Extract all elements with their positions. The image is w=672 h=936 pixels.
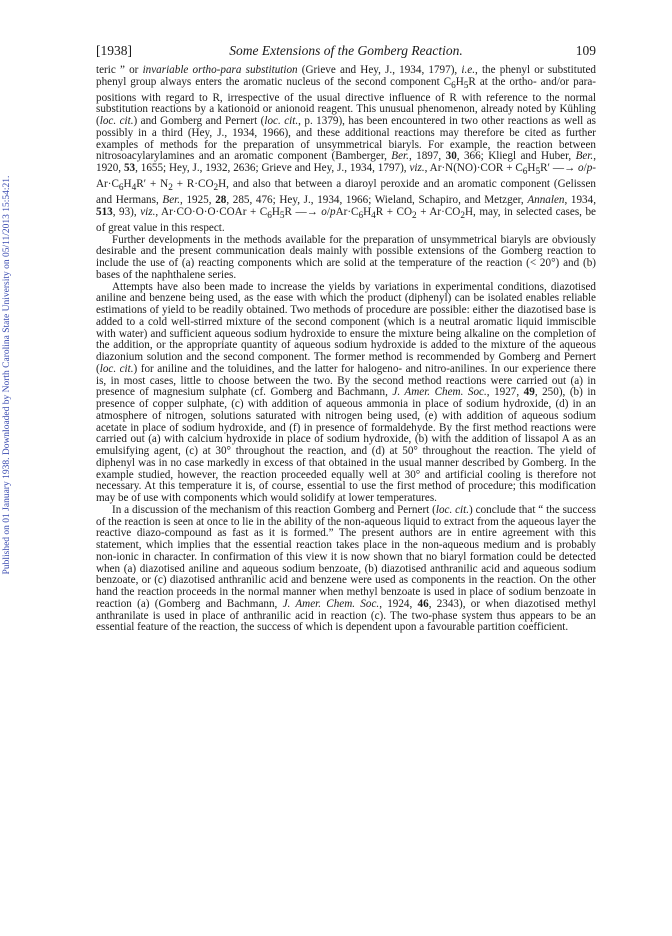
running-header — [96, 43, 596, 63]
header-year: [1938] — [96, 43, 132, 58]
paragraph-1: teric ” or invariable ortho-para substitution (Grieve and Hey, J., 1934, 1797), i.e., the phenyl or substituted phenyl group always enters the aromatic nucleus of the second component $C_6H_5R$ at the ortho- and/or para-positions with regard to R, irrespective of the usual directive influence of R with reference to the normal substitution reactions by a kationoid or anionoid reagent. This unusual phenomenon, already noted by Kühling (loc. cit.) and Gomberg and Pernert (loc. cit., p. 1379), has been encountered in two other reactions as well as possibly in a third (Hey, J., 1934, 1966), and these additional reactions may therefore be cited as further examples of methods for the preparation of unsymmetrical biaryls. For example, the reaction between nitrosoacylarylamines and an aromatic component (Bamberger, Ber., 1897, 30, 366; Kliegl and Huber, Ber., 1920, 53, 1655; Hey, J., 1932, 2636; Grieve and Hey, J., 1934, 1797), viz., $Ar\cdot N(NO)\cdot COR + C_6H_5R'$ —→ $o/p-Ar\cdot C_6H_4R' + N_2 + R\cdot CO_2H$, and also that between a diaroyl peroxide and an aromatic component (Gelissen and Hermans, Ber., 1925, 28, 285, 476; Hey, J., 1934, 1966; Wieland, Schapiro, and Metzger, Annalen, 1934, 513, 93), viz., Ar·CO·O·O·COAr + $C_6H_5R$ —→ $o/pAr\cdot C_6H_4R + CO_2 + Ar\cdot CO_2H$, may, in selected cases, be of great value in this respect. — [96, 64, 597, 234]
article-body — [96, 65, 596, 634]
download-watermark — [0, 125, 14, 625]
page-number: 109 — [575, 43, 596, 58]
paragraph-2: Further developments in the methods available for the preparation of unsymmetrical biaryls are obviously desirable and the present communication deals mainly with possible extensions of the Gomberg reaction to include the use of (a) reacting components which are solid at the temperature of the reaction (< 20°) and (b) bases of the naphthalene series. — [96, 233, 596, 281]
running-title: Some Extensions of the Gomberg Reaction. — [229, 43, 463, 58]
watermark-text: Published on 01 January 1938. Downloaded by North Carolina State University on 05/11/2013 15:54:21. — [2, 175, 12, 575]
paragraph-4: In a discussion of the mechanism of this reaction Gomberg and Pernert (loc. cit.) conclude that “ the success of the reaction is seen at once to lie in the ability of the non-aqueous liquid to extract from the aqueous layer the reactive diazo-compound as fast as it is formed.” The present authors are in entire agreement with this statement, which implies that the essential reaction takes place in the non-aqueous medium and is probably non-ionic in character. In confirmation of this view it is now shown that no biaryl formation could be detected when (a) diazotised aniline and aqueous sodium benzoate, (b) diazotised anthranilic acid and aqueous sodium benzoate, or (c) diazotised anthranilic acid and benzene were used as components in the reaction. On the other hand the reaction proceeds in the normal manner when methyl benzoate is used in place of sodium benzoate in reaction (a) (Gomberg and Bachmann, J. Amer. Chem. Soc., 1924, 46, 2343), or when diazotised methyl anthranilate is used in place of anthranilic acid in reaction (c). The two-phase system thus appears to be an essential feature of the reaction, the success of which is dependent upon a favourable partition coefficient. — [96, 503, 597, 634]
paragraph-3: Attempts have also been made to increase the yields by variations in experimental conditions, diazotised aniline and benzene being used, as the ease with which the product (diphenyl) can be isolated enables reliable estimations of yield to be readily obtained. Two methods of procedure are possible: either the diazotised base is added to a cold well-stirred mixture of the second component (which is a neutral aromatic liquid immiscible with water) and sufficient aqueous sodium hydroxide to ensure the mixture being alkaline on the completion of the addition, or the appropriate quantity of aqueous sodium hydroxide is added to the mixture of the aqueous diazonium solution and the second component. The former method is recommended by Gomberg and Pernert (loc. cit.) for aniline and the toluidines, and the latter for halogeno- and nitro-anilines. In our experience there is, in most cases, little to choose between the two. By the second method reactions were carried out (a) in presence of magnesium sulphate (cf. Gomberg and Bachmann, J. Amer. Chem. Soc., 1927, 49, 250), (b) in presence of copper sulphate, (c) with addition of aqueous ammonia in place of sodium hydroxide, (d) in an atmosphere of nitrogen, solutions saturated with nitrogen being used, (e) with addition of aqueous sodium acetate in place of sodium hydroxide, and (f) in presence of formaldehyde. By the first method reactions were carried out (a) with calcium hydroxide in place of sodium hydroxide, (b) with the addition of lissapol A as an emulsifying agent, (c) at 30° throughout the reaction, and (d) at 50° throughout the reaction. The yield of diphenyl was in no case markedly in excess of that obtained in the usual manner described by Gomberg. In the example studied, however, the reaction proceeded equally well at 30° and artificial cooling is therefore not necessary. At this temperature it is, of course, essential to use the first method of procedure; this modification may be of use with components which would solidify at lower temperatures. — [96, 280, 597, 505]
